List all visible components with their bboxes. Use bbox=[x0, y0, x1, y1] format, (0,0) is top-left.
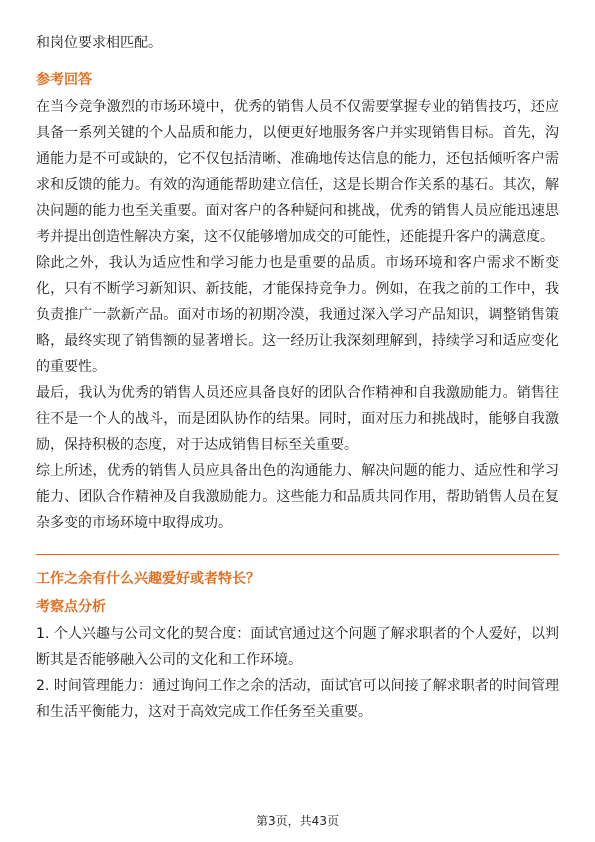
intro-tail-text: 和岗位要求相匹配。 bbox=[36, 35, 162, 51]
analysis-point-2: 2. 时间管理能力：通过询问工作之余的活动，面试官可以间接了解求职者的时间管理和生活平衡能力，这对于高效完成工作任务至关重要。 bbox=[36, 678, 559, 720]
page-number-footer: 第3页，共43页 bbox=[256, 814, 339, 828]
analysis-point-1: 1. 个人兴趣与公司文化的契合度：面试官通过这个问题了解求职者的个人爱好，以判断其是否能够融入公司的文化和工作环境。 bbox=[36, 626, 559, 668]
document-page bbox=[36, 30, 559, 725]
answer-paragraph-4: 综上所述，优秀的销售人员应具备出色的沟通能力、解决问题的能力、适应性和学习能力、团队合作精神及自我激励能力。这些能力和品质共同作用，帮助销售人员在复杂多变的市场环境中取得成功。 bbox=[36, 463, 559, 531]
question-title: 工作之余有什么兴趣爱好或者特长？ bbox=[36, 571, 260, 587]
answer-paragraph-3: 最后，我认为优秀的销售人员还应具备良好的团队合作精神和自我激励能力。销售往往不是一个人的战斗，而是团队协作的结果。同时，面对压力和挑战时，能够自我激励，保持积极的态度，对于达成销售目标至关重要。 bbox=[36, 385, 559, 453]
answer-paragraph-1: 在当今竞争激烈的市场环境中，优秀的销售人员不仅需要掌握专业的销售技巧，还应具备一系列关键的个人品质和能力，以便更好地服务客户并实现销售目标。首先，沟通能力是不可或缺的，它不仅包括清晰、准确地传达信息的能力，还包括倾听客户需求和反馈的能力。有效的沟通能帮助建立信任，这是长期合作关系的基石。其次，解决问题的能力也至关重要。面对客户的各种疑问和挑战，优秀的销售人员应能迅速思考并提出创造性解决方案，这不仅能够增加成交的可能性，还能提升客户的满意度。 bbox=[36, 99, 559, 245]
answer-paragraph-2: 除此之外，我认为适应性和学习能力也是重要的品质。市场环境和客户需求不断变化，只有不断学习新知识、新技能，才能保持竞争力。例如，在我之前的工作中，我负责推广一款新产品。面对市场的初期冷漠，我通过深入学习产品知识，调整销售策略，最终实现了销售额的显著增长。这一经历让我深刻理解到，持续学习和适应变化的重要性。 bbox=[36, 255, 559, 375]
section-divider bbox=[36, 554, 559, 555]
analysis-heading: 考察点分析 bbox=[36, 599, 106, 615]
answer-heading: 参考回答 bbox=[36, 72, 92, 88]
